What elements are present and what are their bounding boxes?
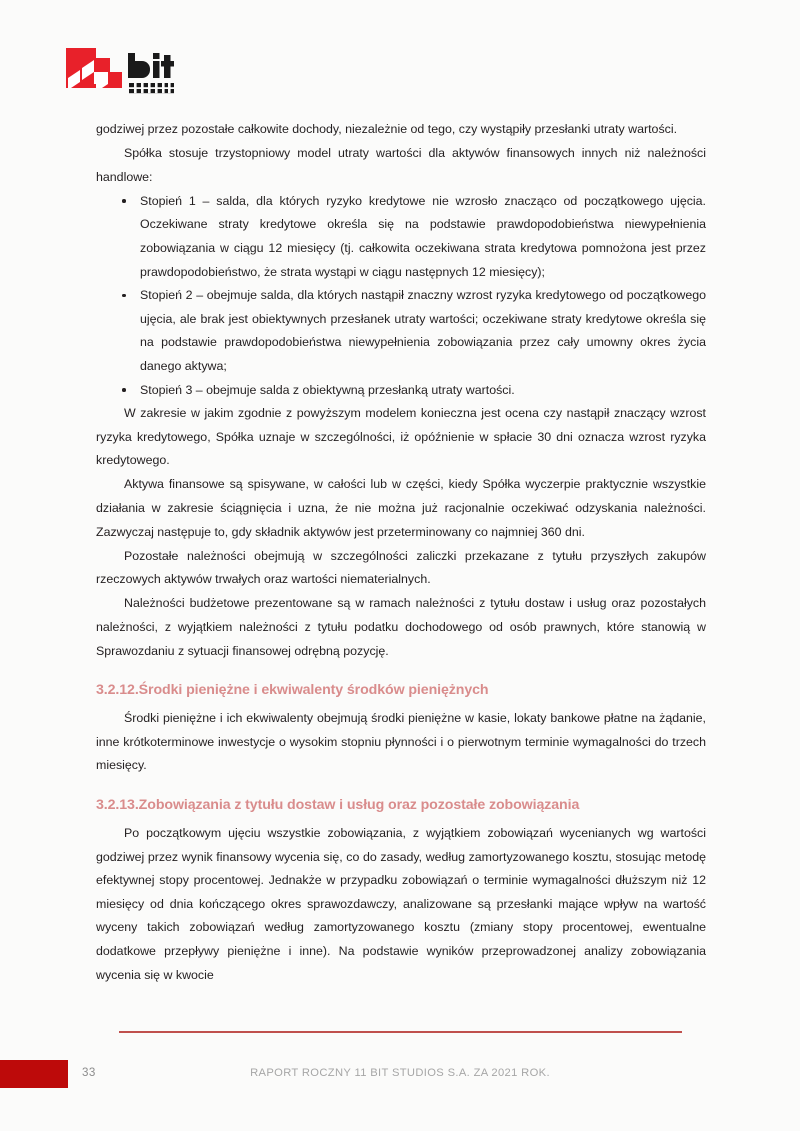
section-heading-3-2-13: 3.2.13.Zobowiązania z tytułu dostaw i usług oraz pozostałe zobowiązania (96, 796, 580, 813)
paragraph-other-receivables: Pozostałe należności obejmują w szczególności zaliczki przekazane z tytułu przyszłych zakupów rzeczowych aktywów trwałych oraz wartości niematerialnych. (96, 548, 706, 587)
paragraph-budget-receivables: Należności budżetowe prezentowane są w ramach należności z tytułu dostaw i usług oraz pozostałych należności, z wyjątkiem należności z tytułu podatku dochodowego od osób prawnych, które stanowią w Sprawozdaniu z sytuacji finansowej odrębną pozycję. (96, 596, 706, 658)
footer-divider (119, 1031, 682, 1033)
bullet-icon (122, 199, 126, 203)
impairment-stage-list (96, 190, 706, 402)
list-item (96, 379, 706, 403)
paragraph-liabilities: Po początkowym ujęciu wszystkie zobowiązania, z wyjątkiem zobowiązań wycenianych wg wartości godziwej przez wynik finansowy wycenia się, co do zasady, według zamortyzowanego kosztu, stosując metodę efektywnej stopy procentowej. Jednakże w przypadku zobowiązań o terminie wymagalności dłuższym niż 12 miesięcy od dnia kończącego okres sprawozdawczy, analizowane są przesłanki mające wpływ na wartość wyceny takich zobowiązań według zamortyzowanego kosztu (zmiany stopy procentowej, ewentualne dodatkowe przepływy pieniężne i inne). Na podstawie wyników przeprowadzonej analizy zobowiązania wycenia się w kwocie (96, 825, 706, 982)
list-item-text: Stopień 2 – obejmuje salda, dla których nastąpił znaczny wzrost ryzyka kredytowego od początkowego ujęcia, ale brak jest obiektywnych przesłanek utraty wartości; oczekiwane straty kredytowe określa się na podstawie prawdopodobieństwa niewypełnienia zobowiązania przez cały umowny okres życia danego aktywa; (140, 288, 706, 373)
list-item (96, 190, 706, 284)
bullet-icon (122, 388, 126, 392)
paragraph-impairment-model: Spółka stosuje trzystopniowy model utraty wartości dla aktywów finansowych innych niż należności handlowe: (96, 146, 706, 184)
11-bit-studios-logo-mark-icon (66, 48, 122, 94)
paragraph-cash-equivalents: Środki pieniężne i ich ekwiwalenty obejmują środki pieniężne w kasie, lokaty bankowe płatne na żądanie, inne krótkoterminowe inwestycje o wysokim stopniu płynności i o pierwotnym terminie wymagalności do trzech miesięcy. (96, 711, 706, 773)
paragraph-write-off: Aktywa finansowe są spisywane, w całości lub w części, kiedy Spółka wyczerpie praktycznie wszystkie działania w zakresie ściągnięcia i uzna, że nie można już racjonalnie oczekiwać odzyskania należności. Zazwyczaj następuje to, gdy składnik aktywów jest przeterminowany co najmniej 360 dni. (96, 477, 706, 539)
list-item-text: Stopień 3 – obejmuje salda z obiektywną przesłanką utraty wartości. (140, 382, 515, 397)
logo-wordmark (128, 52, 186, 96)
document-body (96, 118, 706, 988)
section-heading-3-2-12: 3.2.12.Środki pieniężne i ekwiwalenty środków pieniężnych (96, 682, 489, 699)
paragraph-continuation: godziwej przez pozostałe całkowite dochody, niezależnie od tego, czy wystąpiły przesłanki utraty wartości. (96, 122, 678, 136)
page-number: 33 (82, 1066, 96, 1079)
company-logo (66, 48, 186, 100)
page-header (66, 48, 186, 100)
bullet-icon (122, 294, 126, 298)
list-item (96, 284, 706, 378)
footer-report-title: RAPORT ROCZNY 11 BIT STUDIOS S.A. ZA 2021 ROK. (250, 1067, 550, 1079)
list-item-text: Stopień 1 – salda, dla których ryzyko kredytowe nie wzrosło znacząco od początkowego ujęcia. Oczekiwane straty kredytowe określa się na podstawie prawdopodobieństwa niewypełnienia zobowiązania w ciągu 12 miesięcy (tj. całkowita oczekiwana strata kredytowa pomnożona jest przez prawdopodobieństwo, że strata wystąpi w ciągu następnych 12 miesięcy); (140, 193, 706, 279)
paragraph-credit-risk: W zakresie w jakim zgodnie z powyższym modelem konieczna jest ocena czy nastąpił znaczący wzrost ryzyka kredytowego, Spółka uznaje w szczególności, iż opóźnienie w spłacie 30 dni oznacza wzrost ryzyka kredytowego. (96, 406, 706, 468)
